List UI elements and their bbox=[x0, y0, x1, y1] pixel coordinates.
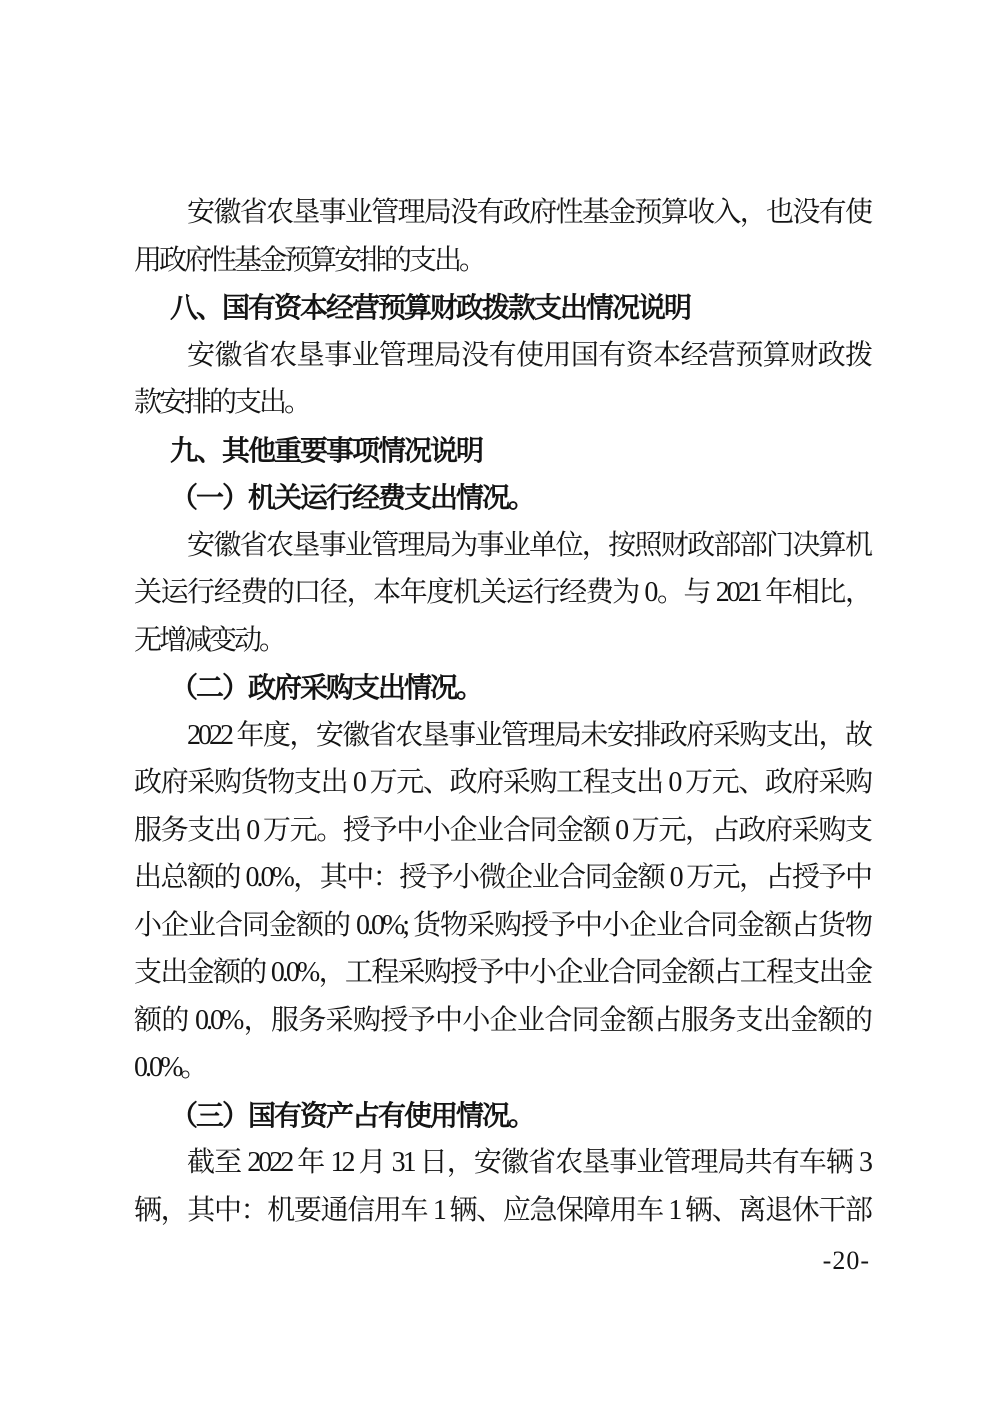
text-line: 安徽省农垦事业管理局没有政府性基金预算收入，也没有使 bbox=[187, 197, 870, 228]
text-line: 安徽省农垦事业管理局为事业单位，按照财政部部门决算机 bbox=[187, 529, 870, 561]
text-line: 小企业合同金额的 0.0%; 货物采购授予中小企业合同金额占货物 bbox=[134, 909, 870, 941]
text-line: 0.0%。 bbox=[134, 1052, 206, 1083]
text-line: 服务支出 0 万元。授予中小企业合同金额 0 万元，占政府采购支 bbox=[134, 814, 870, 846]
text-line: 截至 2022 年 12 月 31 日，安徽省农垦事业管理局共有车辆 3 bbox=[187, 1147, 870, 1178]
text-line: 安徽省农垦事业管理局没有使用国有资本经营预算财政拨 bbox=[187, 339, 870, 371]
text-line: 用政府性基金预算安排的支出。 bbox=[134, 244, 485, 276]
text-line: 款安排的支出。 bbox=[134, 387, 310, 418]
text-line: 关运行经费的口径，本年度机关运行经费为 0。与 2021 年相比， bbox=[134, 577, 870, 608]
page-number: -20- bbox=[822, 1246, 870, 1275]
text-line: 支出金额的 0.0%，工程采购授予中小企业合同金额占工程支出金 bbox=[134, 957, 870, 988]
section-heading: （二）政府采购支出情况。 bbox=[170, 672, 483, 703]
section-heading: （一）机关运行经费支出情况。 bbox=[170, 482, 535, 513]
text-line: 辆，其中：机要通信用车 1 辆、应急保障用车 1 辆、离退休干部 bbox=[134, 1194, 870, 1226]
document-text bbox=[134, 189, 870, 1234]
text-line: 政府采购货物支出 0 万元、政府采购工程支出 0 万元、政府采购 bbox=[134, 767, 870, 798]
section-heading: （三）国有资产占有使用情况。 bbox=[170, 1099, 535, 1131]
text-line: 无增减变动。 bbox=[134, 624, 285, 656]
text-line: 额的 0.0%，服务采购授予中小企业合同金额占服务支出金额的 bbox=[134, 1004, 870, 1036]
text-line: 出总额的 0.0%，其中：授予小微企业合同金额 0 万元，占授予中 bbox=[134, 862, 870, 893]
section-heading: 九、其他重要事项情况说明 bbox=[170, 434, 483, 466]
text-line: 2022 年度，安徽省农垦事业管理局未安排政府采购支出，故 bbox=[187, 719, 870, 751]
section-heading: 八、国有资本经营预算财政拨款支出情况说明 bbox=[170, 292, 691, 323]
